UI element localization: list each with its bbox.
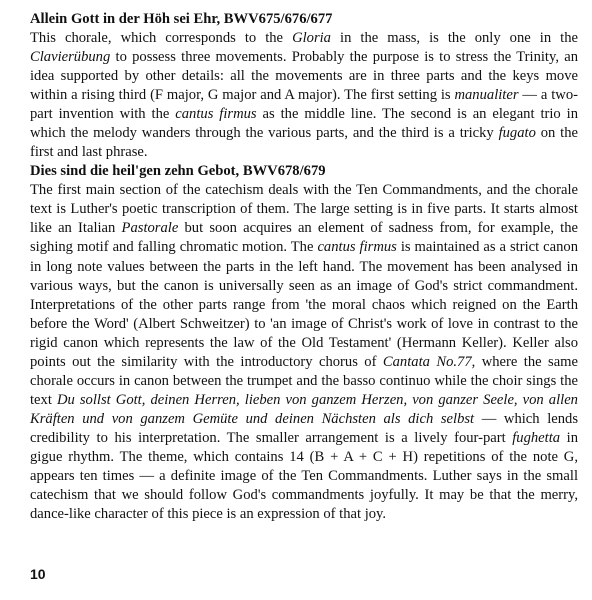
text-run: — a two-part invention with the — [30, 87, 578, 123]
text-run: — which lends credibility to his interpretation. The smaller arrangement is a lively four-part — [30, 410, 578, 446]
text-run: on the first and last phrase. — [30, 125, 578, 161]
italic-run: fughetta — [512, 429, 561, 446]
text-run: but soon acquires an element of sadness from, for example, the sighing motif and falling chromatic motion. The — [30, 220, 578, 256]
text-run: is maintained as a strict canon in long note values between the parts in the left hand. The movement has been analysed in various ways, but the canon is universally seen as an image of God's strict commandment. Interpretations of the other parts range from 'the moral chaos which reigned on the Earth before the Word' (Albert Schweitzer) to 'an image of Christ's work of love in contrast to the rigid canon which represents the law of the Old Testament' (Hermann Keller). Keller also points out the similarity with the introductory chorus of — [30, 239, 578, 370]
page-number: 10 — [30, 566, 46, 582]
text-run: The first main section of the catechism deals with the Ten Commandments, and the chorale text is Luther's poetic transcription of them. The large setting is in five parts. It starts almost like an Italian — [30, 182, 578, 237]
text-run: in the mass, is the only one in the — [330, 30, 578, 46]
italic-run: cantus firmus — [175, 106, 257, 123]
italic-run: Clavierübung — [30, 49, 111, 66]
section-heading-allein-gott: Allein Gott in der Höh sei Ehr, BWV675/676/677 — [30, 11, 333, 27]
text-run: to possess three movements. Probably the purpose is to stress the Trinity, an idea supported by other details: all the movements are in three parts and the keys move within a rising third (F major, G major and A major). The first setting is — [30, 49, 578, 104]
italic-run: Cantata No.77 — [382, 353, 472, 370]
italic-run: Du sollst Gott, deinen Herren, lieben von ganzem Herzen, von ganzer Seele, von allen Kräften und von ganzem Gemüte und deinen Nächsten als dich selbst — [30, 391, 578, 427]
section-body-dies-sind — [30, 181, 578, 524]
italic-run: cantus firmus — [317, 239, 397, 256]
text-run: , where the same chorale occurs in canon between the trumpet and the basso continuo while the choir sings the text — [30, 353, 579, 408]
italic-run: manualiter — [454, 87, 519, 104]
text-run: This chorale, which corresponds to the — [30, 30, 293, 46]
section-heading-dies-sind: Dies sind die heil'gen zehn Gebot, BWV678/679 — [30, 163, 326, 180]
italic-run: Gloria — [292, 30, 331, 46]
page-content — [30, 10, 578, 524]
italic-run: Pastorale — [121, 220, 179, 237]
text-run: in gigue rhythm. The theme, which contains 14 (B + A + C + H) repetitions of the note G, appears ten times — a definite image of the Ten Commandments. Luther says in the small catechism that we should follow God's commandments joyfully. It may be that the merry, dance-like character of this piece is an expression of that joy. — [30, 429, 579, 523]
italic-run: fugato — [498, 125, 536, 142]
text-run: as the middle line. The second is an elegant trio in which the melody wanders through the various parts, and the third is a tricky — [30, 106, 578, 142]
section-body-allein-gott — [30, 29, 578, 162]
